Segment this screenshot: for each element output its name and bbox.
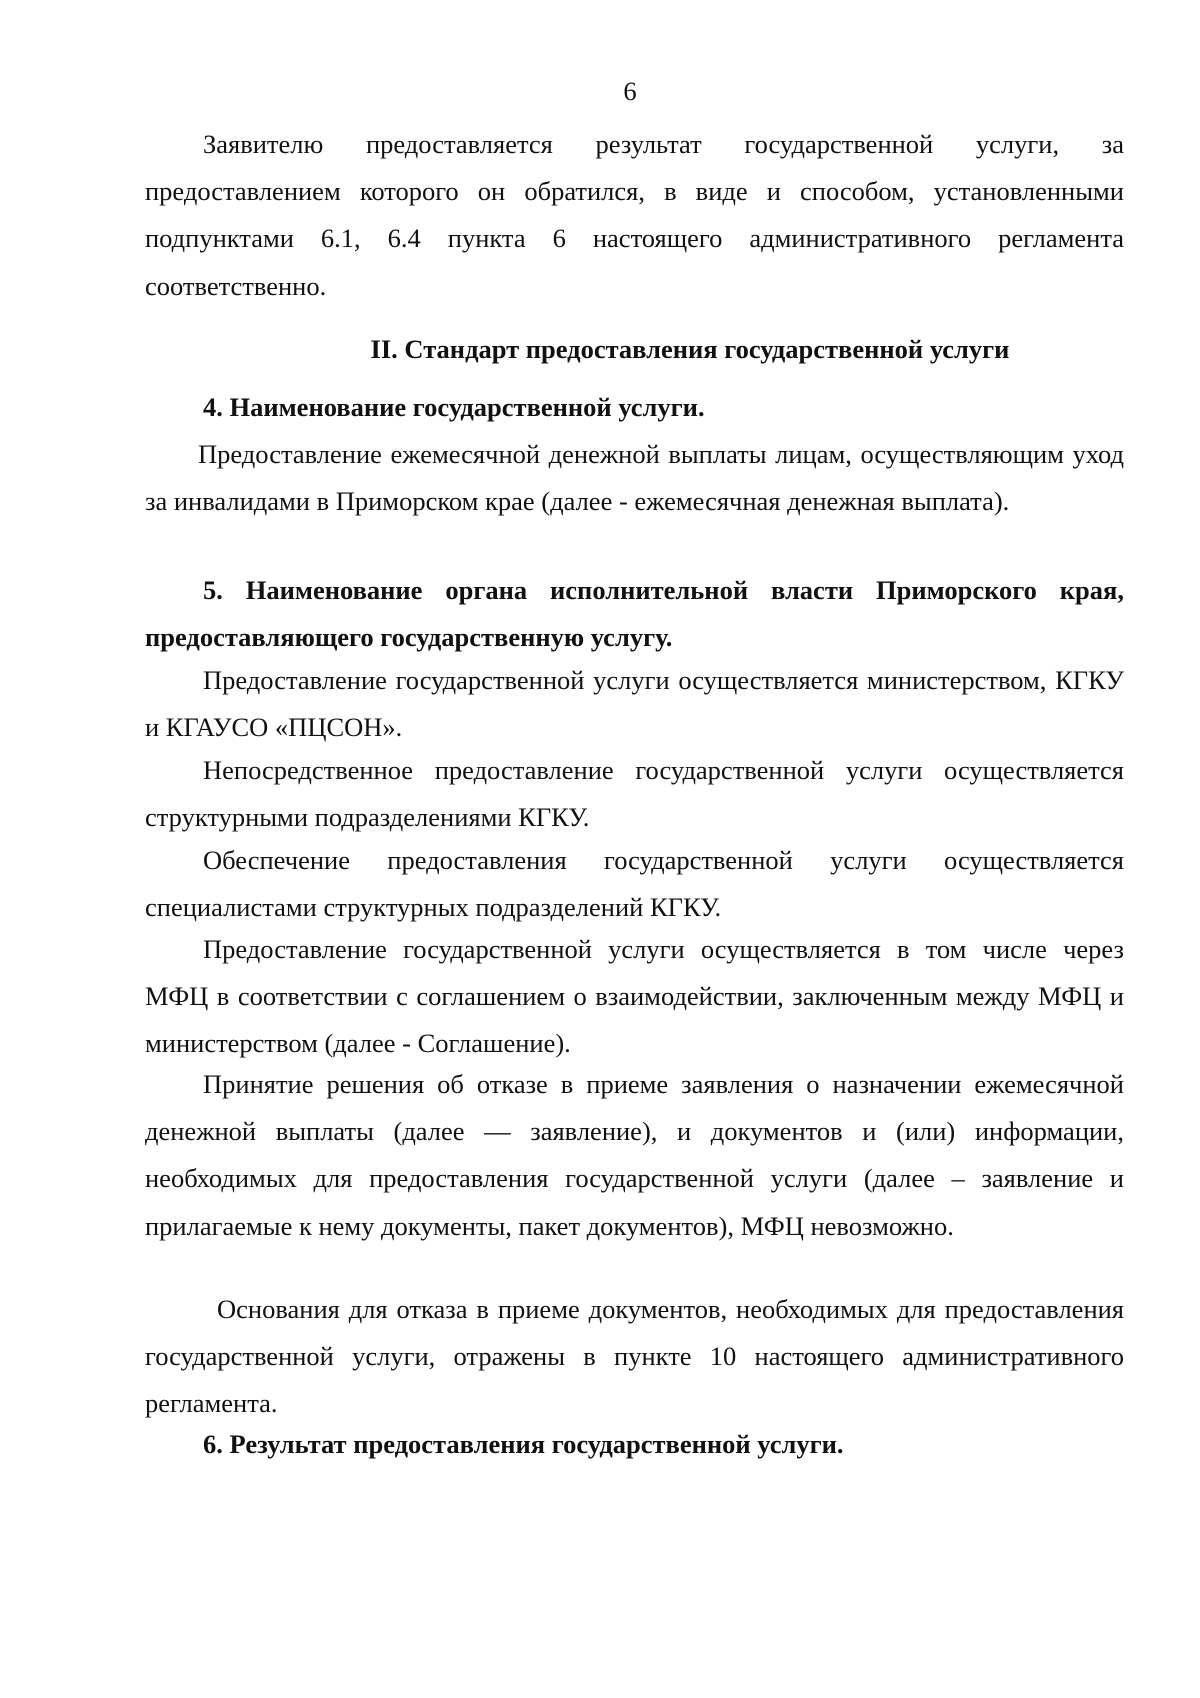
page-number: 6 bbox=[623, 76, 637, 106]
section-title: II. Стандарт предоставления государственной услуги bbox=[370, 334, 1010, 364]
heading-service-name: 4. Наименование государственной услуги. bbox=[203, 392, 705, 422]
paragraph-result-provided: Заявителю предоставляется результат государственной услуги, за предоставлением которого он обратился, в виде и способом, установленными подпунктами 6.1, 6.4 пункта 6 настоящего административного регламента соответственно. bbox=[145, 129, 1124, 301]
paragraph-refusal-grounds: Основания для отказа в приеме документов, необходимых для предоставления государственной услуги, отражены в пункте 10 настоящего административного регламента. bbox=[145, 1294, 1124, 1419]
heading-executive-body: 5. Наименование органа исполнительной власти Приморского края, предоставляющего государственную услугу. bbox=[145, 575, 1124, 653]
paragraph-service-name: Предоставление ежемесячной денежной выплаты лицам, осуществляющим уход за инвалидами в Приморском крае (далее - ежемесячная денежная выплата). bbox=[145, 439, 1124, 517]
paragraph-ministry-provides: Предоставление государственной услуги осуществляется министерством, КГКУ и КГАУСО «ПЦСОН». bbox=[145, 665, 1124, 743]
paragraph-provision-support: Обеспечение предоставления государственной услуги осуществляется специалистами структурных подразделений КГКУ. bbox=[145, 845, 1124, 923]
paragraph-mfc-agreement: Предоставление государственной услуги осуществляется в том числе через МФЦ в соответствии с соглашением о взаимодействии, заключенным между МФЦ и министерством (далее - Соглашение). bbox=[145, 934, 1124, 1059]
heading-service-result: 6. Результат предоставления государственной услуги. bbox=[203, 1429, 844, 1459]
paragraph-direct-provision: Непосредственное предоставление государственной услуги осуществляется структурными подразделениями КГКУ. bbox=[145, 755, 1124, 833]
paragraph-refusal-decision: Принятие решения об отказе в приеме заявления о назначении ежемесячной денежной выплаты (далее — заявление), и документов и (или) информации, необходимых для предоставления государственной услуги (далее – заявление и прилагаемые к нему документы, пакет документов), МФЦ невозможно. bbox=[145, 1069, 1124, 1241]
